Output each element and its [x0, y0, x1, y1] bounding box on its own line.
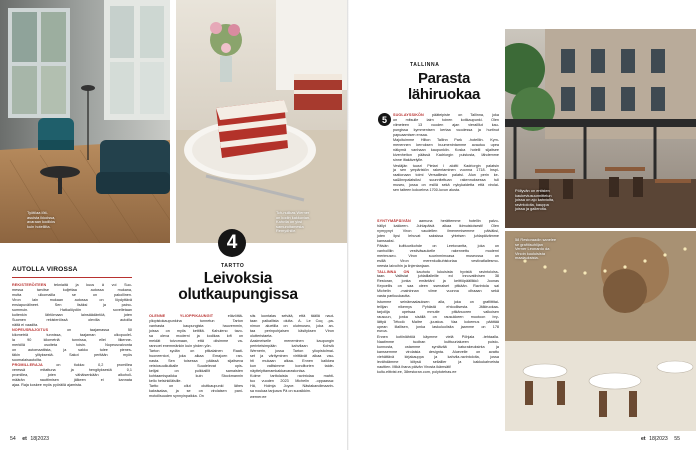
text-run: kauhotu lukuisista hyvistä ravintoloiss-: [416, 269, 499, 274]
text-run: hällyt kakkeen. Juhlapäivä alkaa ikimuistoisesti! Olen: [377, 223, 499, 228]
paragraph: [377, 270, 499, 300]
text-run: neesta laivoihin ja linjentanjaan.: [377, 264, 430, 269]
caption-line: maalauksista.: [515, 255, 539, 261]
text-run: tekniaitä ja kuus ä voi Suo-: [54, 283, 132, 287]
text-run: kaksisataa, ja se on virolaisen pani-: [149, 389, 243, 394]
hotel-room-caption: [27, 211, 55, 229]
paragraph: [377, 335, 499, 370]
text-run: tuo vuoden 2023 Michelin -oppaassa:: [250, 379, 334, 384]
text-run: on mitsulle lairn toinen kotikaupunki. Olen: [393, 117, 499, 122]
text-run: pungissa kymmenisen kertaa vuodessa ja hurtinut: [393, 127, 499, 132]
text-run: kelijat on pulkkaillit samaisten: [149, 368, 243, 373]
text-run: mutta ulkomailla se on pakollinen.: [12, 292, 132, 297]
text-run: promillea, joten vähäisenkään alkoholi-: [12, 373, 132, 378]
text-run: Wernerin, jossa Tarton yliopistolmai-: [250, 349, 334, 354]
issue-number: 18|2023: [649, 436, 668, 442]
text-run: kivenheiton päässä Kadriorgin puistosta, lähdemme: [393, 153, 499, 158]
paragraph: [377, 300, 499, 335]
text-line: [377, 365, 499, 370]
text-run: nimon aluetilla on olutmuseo, joka an-: [250, 323, 334, 328]
paragraph: [12, 283, 132, 328]
text-run: on automaattista, ja sakko tulee pienes-: [12, 347, 132, 352]
text-line: [377, 264, 499, 269]
text-run: Michelin -maininnan viime vuonna olhaaan sekä: [377, 289, 499, 294]
text-run: sa&linnpalatsiksi suunniteltuan rakennuksessa tuli: [393, 178, 499, 183]
text-run: viimeteen 13 vuoden ajan vierailllut kau-: [393, 122, 499, 127]
magazine-logo: et: [641, 436, 646, 442]
text-run: vanhasta kaupungista hauvemmin,: [149, 323, 243, 328]
text-run: rausuun, jonka sisällä on rausukkeen muotoon bry-: [377, 314, 499, 319]
text-run: motoilisuuden synnyinpaikka. On: [149, 394, 204, 399]
text-line: [393, 158, 499, 163]
lead-in: TALLINNA ON: [377, 269, 410, 274]
text-run: messa tarvitse kuljettaa autossa mukana,: [12, 287, 132, 292]
text-run: Suomen rekisteröissä olevilla autoilla: [12, 317, 132, 322]
text-line: [250, 369, 334, 374]
tallinna-title-line: Parasta: [417, 70, 471, 87]
text-run: kanssaksi.: [377, 238, 395, 243]
text-run: Restoran, jonka emäntäni ja keittiöpäällikkö Joonas: [377, 279, 499, 284]
cake-illustration: [176, 0, 347, 243]
paragraph: [393, 138, 499, 163]
text-run: papuaamisen ensaa.: [393, 132, 428, 137]
text-run: vanhoilliin vestiväsaukelle rakennettu moderni: [377, 249, 499, 254]
text-run: Viron lain mukaan autossa on löydyttävä: [12, 297, 132, 302]
text-run: set ja värityminen virittävät alkaa vau-: [250, 354, 334, 359]
text-run: yliopistokaupunkina tunnetun Tarton: [149, 318, 243, 323]
text-run: Aasimeiselle meneminen kaupungin: [250, 339, 334, 344]
text-run: kultu.elttvist.ee, 38restoran.com, polytotehas.ee: [377, 370, 457, 375]
text-run: summuin. Hatkalöydön sovelletaan: [12, 307, 132, 312]
tallinna-column-1: [393, 113, 499, 194]
page-number: 55: [674, 436, 680, 442]
caption-line: kaukevtusuunnittelun: [515, 192, 552, 198]
caption-line: samuroitamesta: [276, 223, 304, 229]
text-run: suomalaisautoilta.: [12, 357, 43, 362]
text-run: merkillä osoiteta toisin. Nopeusvalvonta: [12, 342, 132, 347]
cake-photo: [176, 0, 347, 243]
tallinna-number-badge: 5: [378, 113, 391, 126]
paragraph: [12, 328, 132, 363]
magazine-logo: et: [22, 436, 27, 442]
caption-line: kuin hotellilta.: [27, 223, 51, 229]
paragraph: [250, 339, 334, 374]
caption-line: avaraan kodikks: [27, 219, 56, 225]
text-run: sa oleva moderni ja kodikas loft on: [149, 333, 243, 338]
restaurant-interior-caption: [515, 189, 554, 212]
text-run: taan paikallista oluita. A. Le Coq -pa-: [250, 318, 334, 323]
tartto-title-line: olutkaupungissa: [178, 286, 298, 304]
text-run: Tartto on ollut oluttkaupunki lähes: [149, 384, 243, 389]
tartto-title-line: Leivoksia: [203, 270, 273, 287]
text-run: siis luontalas selvää, että täällä naut-: [250, 314, 334, 318]
text-line: [12, 358, 132, 363]
tartto-title: [148, 271, 328, 303]
paragraph: [393, 164, 499, 194]
text-run: määrän nauttimisen jälkeen ei kannata: [12, 378, 132, 383]
lead-in: OLENNE YLIOPPIKAUNGIT: [149, 314, 214, 318]
text-run: joissa on myös kettiltä. Kahuleno tavo-: [149, 328, 243, 333]
text-run: Kepoellis on saa oleen ssenaiset pitkään. Ravintola sai: [377, 284, 499, 289]
caption-line: Työtilaa löti-: [27, 210, 48, 215]
text-line: [393, 133, 499, 138]
autolla-body: [12, 283, 132, 388]
tartto-number-badge: 4: [218, 229, 246, 257]
caption-line: Remydhille.: [276, 228, 297, 234]
text-run: euroa.: [377, 329, 388, 334]
caption-line: ravintoloita, kauppa: [515, 201, 549, 207]
text-run: Vestäjän tuusri Pietari I aloitti Kadriorgin palatsin: [393, 163, 499, 168]
caption-line: Kahvila on yksi: [276, 219, 302, 225]
caption-line: Tch-nulikas Werner: [276, 210, 310, 215]
text-run: on taajamassa 50: [66, 328, 132, 333]
text-run: ja sen ympäristön rakentaminen vuonna 1718. Inspi-: [393, 168, 499, 173]
tartto-column-1: [149, 314, 243, 400]
tartto-kicker: TARTTO: [221, 263, 245, 269]
paragraph: [250, 374, 334, 394]
text-line: [149, 344, 243, 349]
text-run: kanssemme virolaisia designta. Aluevelle on avattu: [377, 349, 499, 354]
paragraph: [377, 219, 499, 244]
text-run: Naatimme tuoiban kulttuurialueen puisto-: [377, 339, 499, 344]
autolla-sidebar: [12, 266, 132, 389]
text-run: levähdämme kiitysä seliallier ja kakkukahveista: [377, 359, 499, 364]
caption-line: on kodin kakkuvian.: [276, 214, 311, 220]
restaurant-interior-photo: [505, 29, 696, 228]
text-run: kohtaamispaikka kuin Stockmannin: [149, 373, 243, 378]
text-run: esillä Viron merenkulkuhistoriaa vestivatlailesmo-: [377, 259, 499, 264]
text-line: [377, 370, 499, 375]
issue-number: 18|2023: [30, 436, 49, 442]
hotel-room-illustration: [0, 0, 170, 243]
text-run: vasta parikuukautta.: [377, 294, 411, 299]
text-run: kilometriä tunnissa, taajaman ulkopuolel-: [12, 333, 132, 338]
paragraph: [12, 363, 132, 388]
paragraph: [250, 314, 334, 339]
garden-restaurant-illustration: [505, 231, 696, 431]
text-run: nauttien. Mikä ihana päivän Virosta ikämsäti!: [377, 364, 452, 369]
text-run: Päivän kulttuurikohde on Leetovantta, joka on: [377, 244, 499, 249]
paragraph: [149, 314, 243, 349]
tallinna-title: [390, 71, 498, 102]
lead-in: REKISTERÖITEEN: [12, 283, 47, 287]
cake-caption: [276, 211, 310, 234]
text-run: tarjoilija opetsaa mmutle pitkänuoren valkoisen: [377, 309, 499, 314]
text-line: [393, 188, 499, 193]
text-run: täkin ylityksestä. Sakot peritään myös: [12, 352, 132, 357]
text-line: [149, 394, 243, 399]
text-run: ajaa. Raja koskee myös pyöräilä ajamista.: [12, 383, 83, 388]
text-run: huoneentori, joka alkaa Emajoen ran-: [149, 354, 243, 359]
text-run: taa perinpohjaisen käsityksen Viron: [250, 328, 334, 333]
text-run: merimuseo. Viron suurinmimoasa museossa on: [377, 254, 499, 259]
text-line: [250, 334, 334, 339]
garden-restaurant-photo: [505, 231, 696, 431]
text-run: aamuna herättemme hotellin palvo-: [418, 219, 499, 223]
lead-in: SYNTYMÄPÄIVÄN: [377, 219, 411, 223]
garden-restaurant-caption: [515, 238, 556, 261]
text-run: upean illallisen, jonka laskuluolisita jaamme on 178: [377, 324, 499, 329]
text-line: [377, 329, 499, 334]
text-run: perinteisimpään kahvilaan Kohvik: [250, 344, 334, 349]
text-line: [250, 389, 334, 394]
text-run: sinne iltakävelylle.: [393, 158, 424, 163]
text-run: la 90 kilometriä tunnissa, ellei liikenne-: [12, 337, 132, 342]
caption-line: joissa ja galleroita.: [515, 206, 548, 212]
text-run: ensiapuvälineet. Sen lisäksi ja paino-: [12, 302, 132, 307]
paragraph: [377, 244, 499, 269]
text-run: olutteristaeta.: [250, 333, 273, 338]
text-run: pääteipiste on Tallinna, joka: [431, 113, 499, 117]
text-run: meidät toivomaan, että olisimme va-: [149, 338, 243, 343]
text-run: kunnosta, ostamme syntävää katurakeuksinta ja: [377, 344, 499, 349]
left-folio: [10, 436, 49, 442]
caption-line: Vinoin kuuluisista: [515, 250, 545, 256]
text-run: nymyynyt Viron vaudellen ilmenemisemme päiväksi,: [377, 228, 499, 233]
text-run: veistosuulkulkalle Suudelevat opis-: [149, 364, 243, 369]
text-run: lättyä Tétodó Maitre -juustoa. Vaa kokemus päättää: [377, 319, 499, 324]
text-run: kello helsinkiläisille.: [149, 378, 182, 383]
right-folio: [641, 436, 680, 442]
paragraph: [149, 384, 243, 399]
text-run: näkymä vanhaan kaupunkiin. Koska hotelli sijaitsee: [393, 148, 499, 153]
caption-line: Verner Leonardo da: [515, 246, 550, 252]
text-run: Majoituimme Hilton Tallinn Park -hotelliin. Kym-: [393, 138, 499, 143]
text-run: hti mukaan alkaa. Ennen kaikkea: [250, 359, 334, 364]
lead-in: PROMILLERAJA: [12, 363, 43, 368]
tallinna-column-2: [377, 219, 499, 376]
text-run: on tiukka: 0,2 promillea: [56, 363, 133, 368]
text-run: näitä ei vaadita.: [12, 322, 39, 327]
caption-line: se grafitisuhlijan: [515, 241, 543, 247]
text-run: kun valitsimme konditorien taide-: [250, 364, 334, 369]
text-run: museo, jossa on esillä sekä nykykaidetta että virolai-: [393, 183, 499, 188]
text-run: Hä, Holmja Joyce. Nästakandimaarin-: [250, 384, 334, 389]
hotel-room-photo: [0, 0, 170, 243]
page-spine: [347, 0, 349, 450]
text-run: Istumme seinämaalauksen alla, joka on grafiittitai-: [377, 299, 499, 304]
text-run: Tarton sydän on pitkalainen Raati-: [149, 349, 243, 354]
text-run: teilijan nikemys Pyhästä ehtoollisesta. Jälkiruokaa-: [377, 304, 499, 309]
caption-line: joissa on ajo kahvioita,: [515, 197, 555, 203]
text-line: [377, 239, 499, 244]
caption-line: Pöllyvän on entisten: [515, 188, 550, 193]
text-run: sen taiteen kokoelma 1700-luvun alusta.: [393, 188, 461, 193]
text-run: nasta. Sen toisessa päässä sijaitseva: [149, 359, 243, 364]
page-number: 54: [10, 436, 16, 442]
text-run: veressä mitattuna ja hengityksestä 0,1: [12, 368, 132, 373]
text-run: werner.ee: [250, 394, 267, 399]
text-run: taan. Valitsiat juhlaillalleille ed innovatiivisen 38: [377, 274, 499, 279]
text-line: [377, 325, 499, 330]
text-run: kuitenkin lähtömaan lainsäädäntöä, joten: [12, 312, 132, 317]
text-line: [149, 379, 243, 384]
autolla-heading: AUTOLLA VIROSSA: [12, 266, 132, 278]
text-line: [377, 294, 499, 299]
tartto-column-2: [250, 314, 334, 400]
text-line: [12, 323, 132, 328]
text-run: sa noukaa tarjoava Pä on suosikkim.: [250, 389, 312, 394]
text-run: näyttelyttamamkakkavarastonisa.: [250, 368, 306, 373]
text-line: [377, 234, 499, 239]
text-run: rannoet enemmänkin kuin yhden yön.: [149, 343, 212, 348]
text-run: raationaan toimi Versaillesin palatsi. Alun perin ke-: [393, 173, 499, 178]
tallinna-kicker: TALLINNA: [410, 62, 440, 68]
lead-in: SUOLAYSSIKÖN: [393, 113, 424, 117]
text-run: Ennen kotiinlähtöä käymme vielä Pöhjala -tehtaalla.: [377, 334, 499, 339]
paragraph: [149, 349, 243, 384]
caption-line: 58 Restoraadin sanelee: [515, 237, 557, 242]
text-run: Kolme tarttolaista ravintolaa mahti-: [250, 374, 334, 379]
text-run: joten lipsi lehuvat saksissa yhteisen juhlapäivämme: [377, 233, 499, 238]
paragraph: [250, 395, 334, 400]
lead-in: NOPEUSRAJOITUS: [12, 328, 49, 333]
text-line: [250, 395, 334, 400]
text-line: [12, 383, 132, 388]
paragraph: [393, 113, 499, 138]
text-run: menennen kerroksen buumenintamme avautuu upea: [393, 143, 499, 148]
caption-line: asuista ikkoissa,: [27, 214, 56, 220]
paragraph: [377, 370, 499, 375]
text-run: viehättävä kirjakauppa ja kahvila-ravintoloita, jossa: [377, 354, 499, 359]
text-run: elävöittä-: [227, 314, 243, 318]
tallinna-title-line: lähiruokaa: [407, 85, 481, 103]
